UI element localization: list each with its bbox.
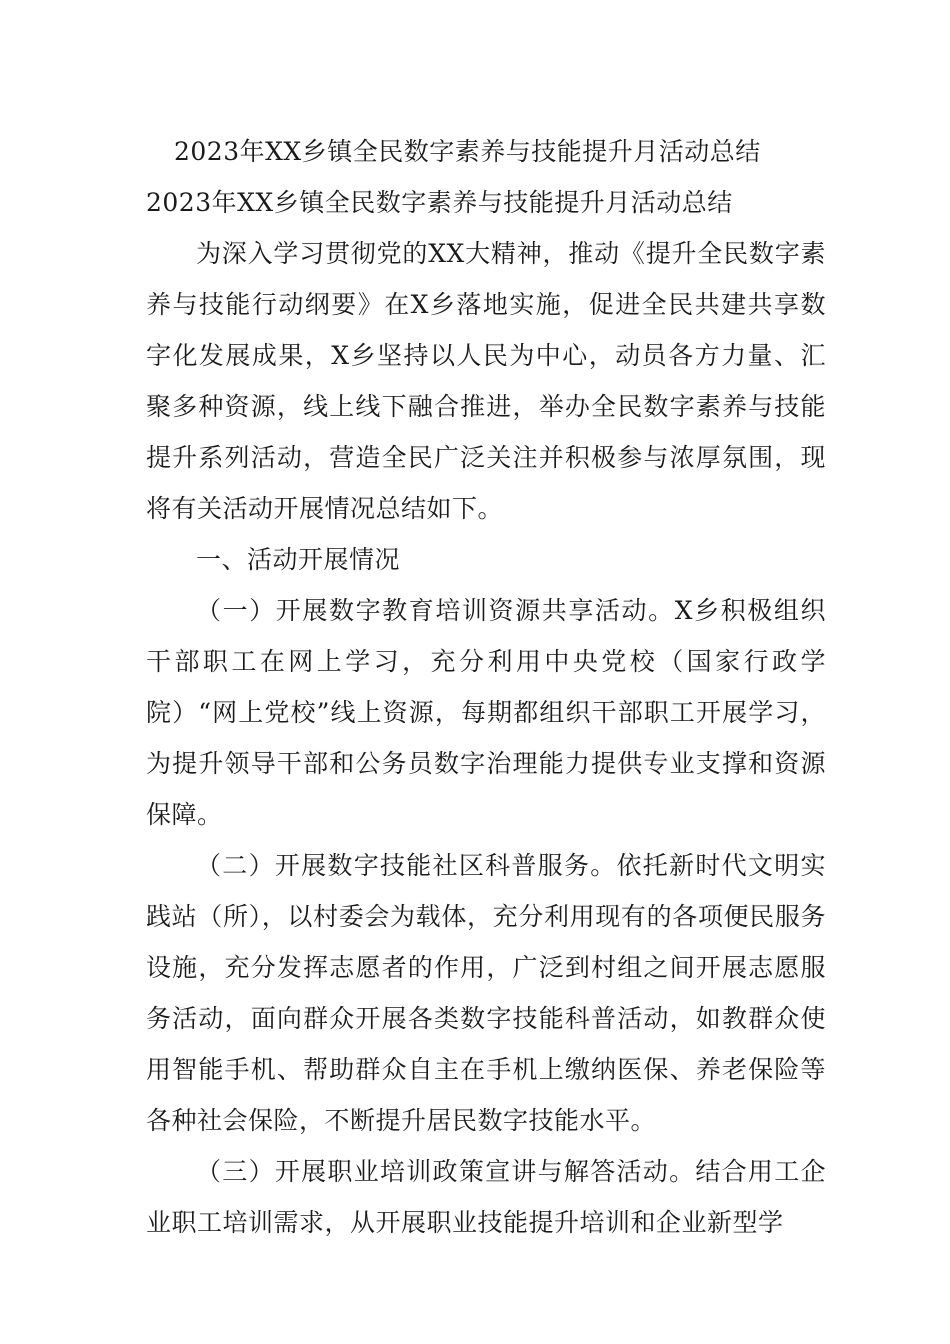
- document-subtitle: 2023年XX乡镇全民数字素养与技能提升月活动总结: [146, 188, 733, 217]
- item-1-paragraph: （一）开展数字教育培训资源共享活动。X乡积极组织干部职工在网上学习，充分利用中央党校（国家行政学院）“网上党校”线上资源，每期都组织干部职工开展学习，为提升领导干部和公务员数字治理能力提供专业支撑和资源保障。: [146, 596, 826, 829]
- document-body: [146, 126, 826, 1248]
- intro-paragraph: 为深入学习贯彻党的XX大精神，推动《提升全民数字素养与技能行动纲要》在X乡落地实施，促进全民共建共享数字化发展成果，X乡坚持以人民为中心，动员各方力量、汇聚多种资源，线上线下融合推进，举办全民数字素养与技能提升系列活动，营造全民广泛关注并积极参与浓厚氛围，现将有关活动开展情况总结如下。: [146, 239, 826, 523]
- item-2-paragraph: （二）开展数字技能社区科普服务。依托新时代文明实践站（所），以村委会为载体，充分利用现有的各项便民服务设施，充分发挥志愿者的作用，广泛到村组之间开展志愿服务活动，面向群众开展各类数字技能科普活动，如教群众使用智能手机、帮助群众自主在手机上缴纳医保、养老保险等各种社会保险，不断提升居民数字技能水平。: [146, 851, 826, 1135]
- section-heading: 一、活动开展情况: [196, 545, 401, 574]
- document-title: 2023年XX乡镇全民数字素养与技能提升月活动总结: [174, 137, 761, 166]
- item-3-paragraph: （三）开展职业培训政策宣讲与解答活动。结合用工企业职工培训需求，从开展职业技能提升培训和企业新型学: [146, 1157, 826, 1237]
